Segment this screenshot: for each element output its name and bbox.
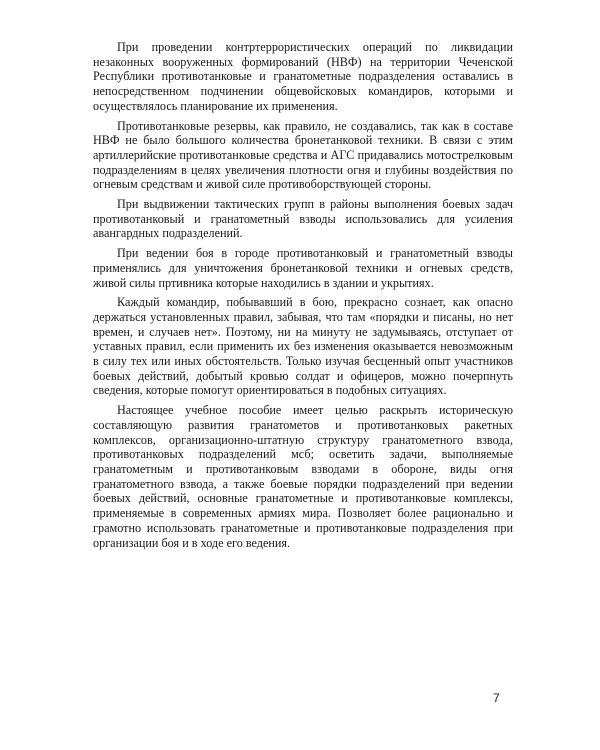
paragraph-4: При ведении боя в городе противотанковый и гранатометный взводы применялись для уничтожения бронетанковой техники и огневых средств, живой силы пртивника которые находились в здании и укрытиях. — [93, 246, 513, 290]
paragraph-2: Противотанковые резервы, как правило, не создавались, так как в составе НВФ не было большого количества бронетанковой техники. В связи с этим артиллерийские противотанковые средства и АГС придавались мотострелковым подразделениям в целях увеличения плотности огня и глубины воздействия по огневым средствам и живой силе противоборствующей стороны. — [93, 118, 513, 192]
body-text — [93, 40, 513, 555]
paragraph-6: Настоящее учебное пособие имеет целью раскрыть историческую составляющую развития гранатометов и противотанковых ракетных комплексов, организационно-штатную структуру гранатометного взвода, противотанковых подразделений мсб; осветить задачи, выполняемые гранатометным и противотанковым взводами в обороне, виды огня гранатометного взвода, а также боевые порядки подразделений при ведении боевых действий, основные гранатометные и противотанковые комплексы, применяемые в современных армиях мира. Позволяет более рационально и грамотно использовать гранатометные и противотанковые подразделения при организации боя и в ходе его ведения. — [93, 403, 513, 550]
paragraph-3: При выдвижении тактических групп в районы выполнения боевых задач противотанковый и гранатометный взводы использовались для усиления авангардных подразделений. — [93, 197, 513, 241]
paragraph-5: Каждый командир, побывавший в бою, прекрасно сознает, как опасно держаться установленных правил, забывая, что там «порядки и писаны, но нет времен, и случаев нет». Поэтому, ни на минуту не задумываясь, отступает от уставных правил, если применить их без изменения оказывается невозможным в силу тех или иных обстоятельств. Только изучая бесценный опыт участников боевых действий, добытый кровью солдат и офицеров, можно почерпнуть сведения, которые помогут ориентироваться в подобных ситуациях. — [93, 295, 513, 398]
page-number: 7 — [493, 691, 500, 705]
paragraph-1: При проведении контртеррористических операций по ликвидации незаконных вооруженных формирований (НВФ) на территории Чеченской Республики противотанковые и гранатометные подразделения оставались в непосредственном подчинении общевойсковых командиров, которыми и осуществлялось планирование их применения. — [93, 40, 513, 113]
